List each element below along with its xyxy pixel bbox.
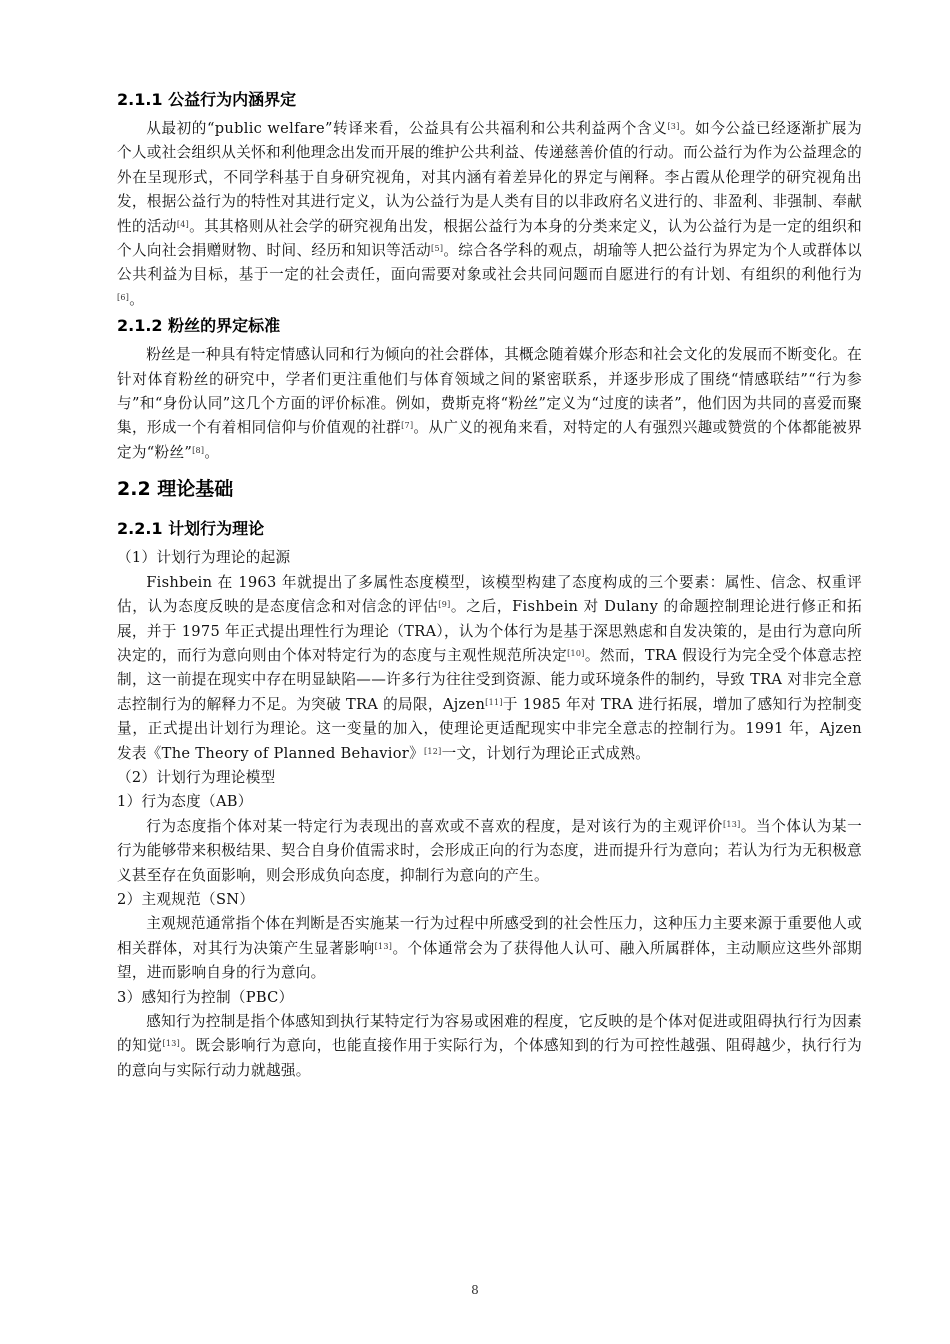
citation-ref: [13]: [722, 819, 741, 829]
section-heading-2-1-2: 2.1.2 粉丝的界定标准: [117, 316, 281, 336]
paragraph-tpb-origin: Fishbein 在 1963 年就提出了多属性态度模型，该模型构建了态度构成的三个要素：属性、信念、权重评估，认为态度反映的是态度信念和对信念的评估[9]。之后，Fishbein 对 Dulany 的命题控制理论进行修正和拓展，并于 1975 年正式提出理性行为理论（TRA），认为个体行为是基于深思熟虑和自发决策的，是由行为意向所决定的，而行为意向则由个体对特定行为的态度与主观性规范所决定[10]。然而，TRA 假设行为完全受个体意志控制，这一前提在现实中存在明显缺陷——许多行为往往受到资源、能力或环境条件的制约，导致 TRA 对非完全意志控制行为的解释力不足。为突破 TRA 的局限，Ajzen[11]于 1985 年对 TRA 进行拓展，增加了感知行为控制变量，正式提出计划行为理论。这一变量的加入，使理论更适配现实中非完全意志的控制行为。1991 年，Ajzen 发表《The Theory of Planned Behavior》[12]一文，计划行为理论正式成熟。: [117, 573, 862, 762]
citation-ref: [13]: [162, 1039, 181, 1049]
page-content: [117, 88, 862, 1083]
section-heading-2-1-1: 2.1.1 公益行为内涵界定: [117, 90, 297, 109]
citation-ref: [11]: [485, 697, 503, 707]
citation-ref: [10]: [567, 648, 585, 658]
subheading-attitude: 1）行为态度（AB）: [117, 793, 253, 811]
citation-ref: [9]: [438, 600, 451, 610]
subheading-model: （2）计划行为理论模型: [117, 768, 276, 786]
paragraph-pbc: 感知行为控制是指个体感知到执行某特定行为容易或困难的程度，它反映的是个体对促进或阻碍执行行为因素的知觉[13]。既会影响行为意向，也能直接作用于实际行为，个体感知到的行为可控性越强、阻碍越少，执行行为的意向与实际行动力就越强。: [117, 1013, 862, 1079]
subheading-origin: （1）计划行为理论的起源: [117, 549, 291, 567]
paragraph-public-welfare: 从最初的“public welfare”转译来看，公益具有公共福利和公共利益两个含义[3]。如今公益已经逐渐扩展为个人或社会组织从关怀和利他理念出发而开展的维护公共利益、传递慈善价值的行动。而公益行为作为公益理念的外在呈现形式，不同学科基于自身研究视角，对其内涵有着差异化的界定与阐释。李占霞从伦理学的研究视角出发，根据公益行为的特性对其进行定义，认为公益行为是人类有目的以非政府名义进行的、非盈利、非强制、奉献性的活动[4]。其其格则从社会学的研究视角出发，根据公益行为本身的分类来定义，认为公益行为是一定的组织和个人向社会捐赠财物、时间、经历和知识等活动[5]。综合各学科的观点，胡瑜等人把公益行为界定为个人或群体以公共利益为目标，基于一定的社会责任，面向需要对象或社会共同问题而自愿进行的有计划、有组织的利他行为[6]。: [117, 120, 862, 308]
citation-ref: [3]: [667, 122, 680, 131]
page-number: 8: [471, 1283, 479, 1297]
citation-ref: [7]: [401, 421, 414, 431]
section-heading-2-2: 2.2 理论基础: [117, 478, 234, 501]
citation-ref: [8]: [192, 445, 205, 455]
citation-ref: [12]: [423, 746, 442, 756]
citation-ref: [6]: [117, 292, 130, 302]
paragraph-attitude: 行为态度指个体对某一特定行为表现出的喜欢或不喜欢的程度，是对该行为的主观评价[13]。当个体认为某一行为能够带来积极结果、契合自身价值需求时，会形成正向的行为态度，进而提升行为意向；若认为行为无积极意义甚至存在负面影响，则会形成负向态度，抑制行为意向的产生。: [117, 817, 863, 884]
citation-ref: [5]: [431, 244, 444, 254]
subheading-subjective-norm: 2）主观规范（SN）: [117, 890, 255, 908]
section-heading-2-2-1: 2.2.1 计划行为理论: [117, 519, 265, 539]
paragraph-subjective-norm: 主观规范通常指个体在判断是否实施某一行为过程中所感受到的社会性压力，这种压力主要来源于重要他人或相关群体，对其行为决策产生显著影响[13]。个体通常会为了获得他人认可、融入所属群体，主动顺应这些外部期望，进而影响自身的行为意向。: [117, 915, 862, 982]
subheading-pbc: 3）感知行为控制（PBC）: [117, 988, 294, 1006]
citation-ref: [4]: [176, 219, 190, 229]
paragraph-fans-definition: 粉丝是一种具有特定情感认同和行为倾向的社会群体，其概念随着媒介形态和社会文化的发展而不断变化。在针对体育粉丝的研究中，学者们更注重他们与体育领域之间的紧密联系，并逐步形成了围绕“情感联结”“行为参与”和“身份认同”这几个方面的评价标准。例如，费斯克将“粉丝”定义为“过度的读者”，他们因为共同的喜爱而聚集，形成一个有着相同信仰与价值观的社群[7]。从广义的视角来看，对特定的人有强烈兴趣或赞赏的个体都能被界定为“粉丝”[8]。: [117, 346, 862, 461]
citation-ref: [13]: [374, 941, 393, 951]
